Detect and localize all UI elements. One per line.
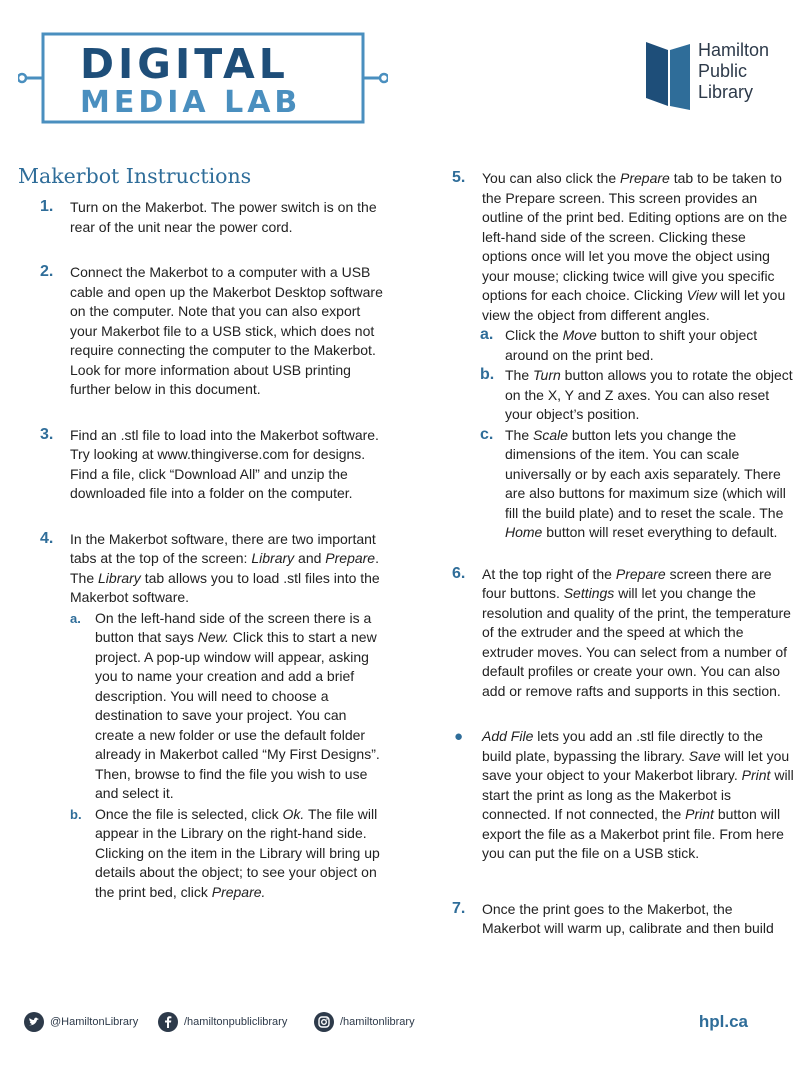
sub-emphasis: Home <box>505 524 543 540</box>
sub-emphasis: Scale <box>533 426 569 443</box>
bullet-text: button will export the file as a Makerbot print file. From here you can put the file on a USB stick. <box>482 806 784 861</box>
step-emphasis: Prepare <box>620 170 670 186</box>
bullet-emphasis: Save <box>688 747 721 764</box>
sub-text: button allows you to rotate the object on the X, Y and Z axes. You can also reset your object’s position. <box>505 367 793 422</box>
logo-line2: MEDIA LAB <box>80 85 302 120</box>
step-emphasis: Prepare <box>615 565 666 582</box>
step-number: 5. <box>452 169 466 186</box>
instagram-icon <box>314 1012 334 1032</box>
website-link[interactable]: hpl.ca <box>698 1012 748 1031</box>
facebook-handle: /hamiltonpubliclibrary <box>184 1016 288 1028</box>
step-text: In the Makerbot software, there are two important tabs at the top of the screen: <box>70 530 376 566</box>
twitter-handle: @HamiltonLibrary <box>50 1016 139 1028</box>
step-5-sub-b <box>480 366 794 425</box>
sub-text: Click this to start a new project. A pop-up window will appear, asking you to name your creation and add a brief description. You will need to choose a destination to save your project. You can create a new folder or use the default folder already in Makerbot called “My First Designs”. Then, browse to find the file you wish to use and select it. <box>95 629 380 801</box>
digital-media-lab-logo <box>18 28 388 128</box>
step-1 <box>40 198 384 237</box>
twitter-icon <box>24 1012 44 1032</box>
sub-text: button will reset everything to default. <box>542 524 778 540</box>
facebook-icon <box>158 1012 178 1032</box>
right-column <box>452 169 794 957</box>
sub-text: On the left-hand side of the screen there is a button that says <box>95 609 372 645</box>
step-text: You can also click the <box>482 170 621 186</box>
bullet-emphasis: Print <box>741 767 771 783</box>
step-emphasis: Prepare <box>325 550 376 566</box>
sub-text: button lets you change the dimensions of the item. You can scale universally or by each axis separately. There are also buttons for maximum size (which will fill the build plate) and to reset the scale. The <box>505 426 786 521</box>
sub-text: button to shift your object around on the print bed. <box>505 327 758 363</box>
step-7 <box>452 900 794 939</box>
sub-text: The <box>505 367 534 383</box>
step-number: 2. <box>40 263 54 280</box>
step-number: 3. <box>40 425 54 443</box>
step-emphasis: View <box>686 287 717 303</box>
bullet-text: will start the print as long as the Makerbot is connected. If not connected, the <box>482 767 794 822</box>
step-text: Connect the Makerbot to a computer with a USB cable and open up the Makerbot Desktop software on the computer. Note that you can also export your Makerbot file to a USB stick, which does not require connecting the computer to the Makerbot. Look for more information about USB printing further below in this document. <box>70 264 383 397</box>
library-name-line3: Library <box>698 82 754 102</box>
footer <box>24 1010 784 1040</box>
bullet-text: will let you save your object to your Makerbot library. <box>482 747 790 783</box>
library-name-line2: Public <box>698 61 748 81</box>
logo-line1: DIGITAL <box>80 40 289 88</box>
sub-emphasis: New. <box>197 629 229 645</box>
step-number: 1. <box>40 198 54 215</box>
step-emphasis: Settings <box>563 585 615 601</box>
step-5-sub-a <box>480 326 794 365</box>
step-text: tab allows you to load .stl files into the Makerbot software. <box>70 569 380 605</box>
sub-text: Once the file is selected, click <box>95 805 283 822</box>
page-title: Makerbot Instructions <box>18 164 252 188</box>
step-3 <box>40 426 384 504</box>
hamilton-public-library-logo <box>644 40 784 112</box>
step-text: and <box>294 550 326 566</box>
step-text: Turn on the Makerbot. The power switch is on the rear of the unit near the power cord. <box>70 199 377 235</box>
sub-number: c. <box>480 425 494 443</box>
bullet-emphasis: Print <box>685 806 714 822</box>
sub-text: Click the <box>505 327 563 343</box>
sub-number: a. <box>480 326 494 343</box>
sub-emphasis: Prepare. <box>211 883 266 900</box>
facebook-link[interactable] <box>158 1012 287 1032</box>
step-2 <box>40 263 384 400</box>
sub-number: b. <box>480 366 495 383</box>
step-5 <box>452 169 794 543</box>
step-text: will let you view the object from different angles. <box>482 287 786 323</box>
instagram-link[interactable] <box>314 1012 415 1032</box>
sub-text: The <box>505 426 534 443</box>
library-name-line1: Hamilton <box>698 40 770 60</box>
add-file-bullet <box>452 727 794 864</box>
step-emphasis: Library <box>251 550 295 566</box>
step-text: will let you change the resolution and quality of the print, the temperature of the extruder and the speed at which the extruder moves. You can select from a number of default profiles or create your own. You can also add or remove rafts and supports in this section. <box>482 585 791 699</box>
sub-emphasis: Turn <box>533 367 561 383</box>
step-text: Once the print goes to the Makerbot, the Makerbot will warm up, calibrate and then build <box>482 900 774 936</box>
sub-number: b. <box>70 806 82 822</box>
twitter-link[interactable] <box>24 1012 138 1032</box>
bullet-emphasis: Add File <box>482 728 534 744</box>
step-4 <box>40 530 384 903</box>
step-4-sub-b <box>70 805 384 903</box>
step-text: tab to be taken to the Prepare screen. This screen provides an outline of the print bed. Editing options are on the left-hand side of the screen. Clicking these options once will let you move the object using your mouse; clicking twice will give you specific options for each choice. Clicking <box>482 170 788 303</box>
step-number: 4. <box>40 529 54 547</box>
sub-emphasis: Ok. <box>282 805 305 822</box>
step-6 <box>452 565 794 702</box>
sub-number: a. <box>70 610 81 626</box>
step-emphasis: Library <box>98 569 141 586</box>
step-text: . The <box>70 550 379 586</box>
sub-emphasis: Move <box>562 327 597 343</box>
instagram-handle: /hamiltonlibrary <box>340 1016 415 1028</box>
sub-text: The file will appear in the Library on the right-hand side. Clicking on the item in the Library will bring up details about the object; to see your object on the print bed, click <box>95 805 380 900</box>
step-text: At the top right of the <box>482 565 616 582</box>
step-4-sub-a <box>70 609 384 804</box>
bullet-marker: ● <box>454 728 464 745</box>
step-number: 7. <box>452 899 466 917</box>
step-text: Find an .stl file to load into the Makerbot software. Try looking at www.thingiverse.com for designs. Find a file, click “Download All” and unzip the downloaded file into a folder on the computer. <box>70 426 379 501</box>
step-text: screen there are four buttons. <box>482 565 772 601</box>
bullet-text: lets you add an .stl file directly to the build plate, bypassing the library. <box>482 728 763 764</box>
step-number: 6. <box>452 564 466 582</box>
step-5-sub-c <box>480 426 794 543</box>
left-column <box>40 198 384 920</box>
